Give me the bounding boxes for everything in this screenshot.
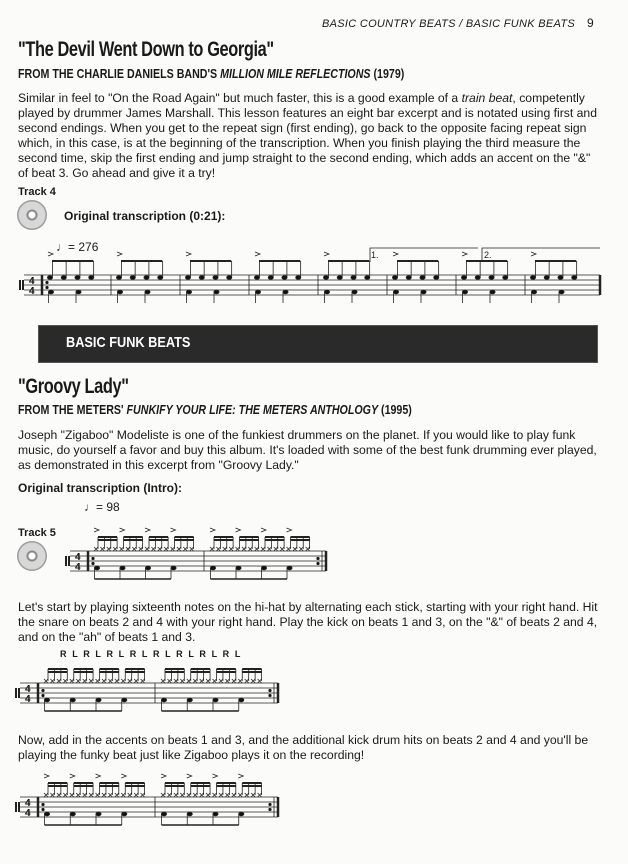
kick-note <box>186 290 191 294</box>
hihat-note <box>293 547 297 551</box>
transcription-label-groovy: Original transcription (Intro): <box>18 481 182 495</box>
note-head <box>530 276 535 280</box>
kick-note <box>161 698 166 702</box>
kick-note <box>239 698 244 702</box>
note-head <box>47 276 52 280</box>
hihat-note <box>200 793 204 797</box>
hihat-note <box>174 679 178 683</box>
time-signature-top: 4 <box>75 552 81 563</box>
kick-note <box>213 698 218 702</box>
hihat-note <box>141 793 145 797</box>
staff-groovy-step2 <box>16 774 278 825</box>
hihat-note <box>229 547 233 551</box>
repeat-dot <box>42 694 44 696</box>
note-head <box>89 276 94 280</box>
kick-note <box>352 290 357 294</box>
song-description-groovy: Joseph "Zigaboo" Modeliste is one of the funkiest drummers on the planet. If you would like to play funk music, do yourself a favor and buy this album. It's loaded with some of the best funk drumming ever played, as demonstrated in this excerpt from "Groovy Lady." <box>18 428 597 472</box>
hihat-note <box>121 679 125 683</box>
tempo-value-groovy: = 98 <box>96 500 120 514</box>
desc-emphasis: train beat <box>461 91 513 105</box>
note-head <box>268 276 273 280</box>
hihat-note <box>134 679 138 683</box>
note-head <box>282 276 287 280</box>
note-head <box>185 276 190 280</box>
kick-note <box>490 290 495 294</box>
repeat-dot <box>42 803 44 805</box>
note-head <box>392 276 397 280</box>
second-ending-bracket <box>482 248 600 262</box>
hihat-note <box>236 547 240 551</box>
section-banner-text: BASIC FUNK BEATS <box>66 334 191 351</box>
note-head <box>434 276 439 280</box>
kick-note <box>462 290 467 294</box>
hihat-note <box>76 679 80 683</box>
hihat-note <box>255 547 259 551</box>
hihat-note <box>132 547 136 551</box>
hihat-note <box>180 793 184 797</box>
kick-note <box>117 290 122 294</box>
kick-note <box>187 812 192 816</box>
hihat-note <box>108 793 112 797</box>
ending-1-label: 1. <box>371 250 379 260</box>
kick-note <box>122 698 127 702</box>
hihat-note <box>102 793 106 797</box>
hihat-note <box>161 793 165 797</box>
album-title-groovy: FUNKIFY YOUR LIFE: THE METERS ANTHOLOGY <box>126 402 379 417</box>
accent-mark <box>117 252 122 256</box>
hihat-note <box>113 547 117 551</box>
note-head <box>199 276 204 280</box>
hihat-note <box>89 793 93 797</box>
hihat-note <box>232 679 236 683</box>
quarter-note-icon: ♩ <box>56 240 68 254</box>
note-head <box>254 276 259 280</box>
accent-mark <box>236 528 241 532</box>
note-head <box>75 276 80 280</box>
hihat-note <box>70 793 74 797</box>
note-head <box>365 276 370 280</box>
hihat-note <box>280 547 284 551</box>
kick-note <box>76 290 81 294</box>
hihat-note <box>245 679 249 683</box>
accent-mark <box>70 774 75 778</box>
repeat-dot <box>92 557 94 559</box>
time-signature-top: 4 <box>25 684 31 695</box>
hihat-note <box>164 547 168 551</box>
source-prefix: FROM THE CHARLIE DANIELS BAND'S <box>18 66 221 81</box>
hihat-note <box>206 793 210 797</box>
hihat-note <box>83 793 87 797</box>
time-signature-bottom: 4 <box>75 562 81 573</box>
hihat-note <box>232 793 236 797</box>
song-source-groovy <box>18 402 412 417</box>
hihat-note <box>299 547 303 551</box>
kick-note <box>96 698 101 702</box>
note-head <box>337 276 342 280</box>
kick-note <box>531 290 536 294</box>
accent-mark <box>120 528 125 532</box>
kick-note <box>44 812 49 816</box>
kick-note <box>214 290 219 294</box>
hihat-note <box>261 547 265 551</box>
note-head <box>213 276 218 280</box>
first-ending-bracket <box>370 248 478 262</box>
repeat-dot <box>92 562 94 564</box>
time-signature-bottom: 4 <box>25 694 31 705</box>
hihat-note <box>193 679 197 683</box>
note-head <box>489 276 494 280</box>
accent-mark <box>255 252 260 256</box>
hihat-note <box>223 547 227 551</box>
track-label-5: Track 5 <box>18 527 56 539</box>
hihat-note <box>274 547 278 551</box>
hihat-note <box>63 679 67 683</box>
note-head <box>116 276 121 280</box>
hihat-note <box>100 547 104 551</box>
song-title-groovy: "Groovy Lady" <box>18 375 129 398</box>
accent-mark <box>44 774 49 778</box>
ending-2-label: 2. <box>484 250 492 260</box>
hihat-note <box>120 547 124 551</box>
accent-mark <box>238 774 243 778</box>
accent-mark <box>121 774 126 778</box>
kick-note <box>283 290 288 294</box>
note-head <box>406 276 411 280</box>
hihat-note <box>115 679 119 683</box>
note-head <box>572 276 577 280</box>
source-prefix-groovy: FROM THE METERS' <box>18 402 127 417</box>
hihat-note <box>96 793 100 797</box>
note-head <box>144 276 149 280</box>
kick-note <box>48 290 53 294</box>
accent-mark <box>462 252 467 256</box>
accent-mark <box>187 774 192 778</box>
kick-note <box>393 290 398 294</box>
hihat-note <box>167 793 171 797</box>
hihat-note <box>248 547 252 551</box>
accent-mark <box>210 528 215 532</box>
hihat-note <box>151 547 155 551</box>
album-title: MILLION MILE REFLECTIONS <box>220 66 371 81</box>
accent-mark <box>171 528 176 532</box>
kick-note <box>287 566 292 570</box>
accent-mark <box>393 252 398 256</box>
hihat-note <box>206 679 210 683</box>
repeat-dot <box>269 808 271 810</box>
kick-note <box>236 566 241 570</box>
accent-mark <box>287 528 292 532</box>
hihat-note <box>76 793 80 797</box>
accent-mark <box>186 252 191 256</box>
note-head <box>61 276 66 280</box>
hihat-note <box>213 793 217 797</box>
hihat-note <box>219 679 223 683</box>
note-head <box>351 276 356 280</box>
kick-note <box>255 290 260 294</box>
hihat-note <box>180 679 184 683</box>
repeat-dot <box>269 689 271 691</box>
accent-mark <box>324 252 329 256</box>
time-signature-top: 4 <box>29 276 35 287</box>
time-signature-top: 4 <box>25 798 31 809</box>
desc-part-a: Similar in feel to "On the Road Again" but much faster, this is a good example of a <box>18 91 462 105</box>
desc-part-b: , competently played by drummer James Marshall. This lesson features an eight bar excerpt and is notated using first and second endings. When you get to the repeat sign (first ending), go back to the opposite facing repeat sign which, in this case, is at the beginning of the transcription. When you finish playing the third measure the second time, skip the first ending and jump straight to the second ending, which adds an accent on the "&" of beat 3. Go ahead and give it a try! <box>18 91 597 180</box>
note-head <box>475 276 480 280</box>
staff-groovy-step1 <box>16 669 278 711</box>
repeat-dot <box>42 689 44 691</box>
hihat-note <box>251 679 255 683</box>
note-head <box>227 276 232 280</box>
accent-mark <box>213 774 218 778</box>
hihat-note <box>190 547 194 551</box>
hihat-note <box>287 547 291 551</box>
hihat-note <box>200 679 204 683</box>
kick-note <box>421 290 426 294</box>
accent-mark <box>96 774 101 778</box>
kick-note <box>210 566 215 570</box>
hihat-note <box>258 679 262 683</box>
hihat-note <box>115 793 119 797</box>
album-year-groovy: (1995) <box>378 402 412 417</box>
hihat-note <box>216 547 220 551</box>
repeat-dot <box>42 808 44 810</box>
section-banner <box>38 325 598 363</box>
hihat-note <box>225 679 229 683</box>
note-head <box>130 276 135 280</box>
quarter-note-icon-2: ♩ <box>84 500 96 514</box>
instruction-paragraph-1: Let's start by playing sixteenth notes on the hi-hat by alternating each stick, starting with your right hand. Hit the snare on beats 2 and 4 with your right hand. Play the kick on beats 1 and 3, on the "&" of beats 2 and 4, and on the "ah" of beats 1 and 3. <box>18 600 598 644</box>
hihat-note <box>258 793 262 797</box>
hihat-note <box>238 793 242 797</box>
kick-note <box>145 566 150 570</box>
accent-mark <box>161 774 166 778</box>
accent-mark <box>261 528 266 532</box>
repeat-dot <box>46 281 48 283</box>
hihat-note <box>94 547 98 551</box>
hihat-note <box>121 793 125 797</box>
kick-note <box>324 290 329 294</box>
note-head <box>323 276 328 280</box>
hihat-note <box>245 793 249 797</box>
kick-note <box>213 812 218 816</box>
staff-devil <box>20 248 600 303</box>
hihat-note <box>177 547 181 551</box>
note-head <box>503 276 508 280</box>
kick-note <box>44 698 49 702</box>
note-head <box>158 276 163 280</box>
running-title: BASIC COUNTRY BEATS / BASIC FUNK BEATS <box>321 18 576 30</box>
note-head <box>461 276 466 280</box>
hihat-note <box>70 679 74 683</box>
hihat-note <box>225 793 229 797</box>
hihat-note <box>139 547 143 551</box>
hihat-note <box>50 793 54 797</box>
kick-note <box>120 566 125 570</box>
instruction-paragraph-2: Now, add in the accents on beats 1 and 3, and the additional kick drum hits on beats 2 and 4 and you'll be playing the funky beat just like Zigaboo plays it on the recording! <box>18 733 589 762</box>
hihat-note <box>183 547 187 551</box>
hihat-note <box>242 547 246 551</box>
hihat-note <box>134 793 138 797</box>
hihat-note <box>89 679 93 683</box>
kick-note <box>70 698 75 702</box>
kick-note <box>187 698 192 702</box>
repeat-dot <box>46 286 48 288</box>
hihat-note <box>141 679 145 683</box>
hihat-note <box>161 679 165 683</box>
hihat-note <box>167 679 171 683</box>
note-head <box>544 276 549 280</box>
hihat-note <box>238 679 242 683</box>
hihat-note <box>44 793 48 797</box>
album-year: (1979) <box>370 66 405 81</box>
kick-note <box>122 812 127 816</box>
hihat-note <box>57 793 61 797</box>
kick-note <box>161 812 166 816</box>
tempo-value: = 276 <box>68 240 99 254</box>
hihat-note <box>267 547 271 551</box>
repeat-dot <box>317 557 319 559</box>
hihat-note <box>57 679 61 683</box>
hihat-note <box>251 793 255 797</box>
hihat-note <box>193 793 197 797</box>
hihat-note <box>96 679 100 683</box>
song-title-devil: "The Devil Went Down to Georgia" <box>18 38 274 61</box>
hihat-note <box>174 793 178 797</box>
hihat-note <box>108 679 112 683</box>
hihat-note <box>126 547 130 551</box>
kick-note <box>145 290 150 294</box>
hihat-note <box>128 679 132 683</box>
note-head <box>558 276 563 280</box>
time-signature-bottom: 4 <box>29 286 35 297</box>
kick-note <box>96 812 101 816</box>
hihat-note <box>145 547 149 551</box>
hihat-note <box>187 793 191 797</box>
hihat-note <box>44 679 48 683</box>
repeat-dot <box>317 562 319 564</box>
hihat-note <box>171 547 175 551</box>
hihat-note <box>63 793 67 797</box>
accent-mark <box>48 252 53 256</box>
sticking-pattern: R L R L R L R L R L R L R L R L <box>60 649 241 659</box>
repeat-dot <box>269 803 271 805</box>
repeat-dot <box>269 694 271 696</box>
kick-note <box>239 812 244 816</box>
hihat-note <box>187 679 191 683</box>
hihat-note <box>158 547 162 551</box>
hihat-note <box>219 793 223 797</box>
page-number: 9 <box>587 16 594 30</box>
kick-note <box>171 566 176 570</box>
hihat-note <box>128 793 132 797</box>
hihat-note <box>102 679 106 683</box>
accent-mark <box>531 252 536 256</box>
cd-icon-2 <box>17 541 47 571</box>
hihat-note <box>210 547 214 551</box>
kick-note <box>94 566 99 570</box>
hihat-note <box>50 679 54 683</box>
hihat-note <box>306 547 310 551</box>
kick-note <box>559 290 564 294</box>
hihat-note <box>107 547 111 551</box>
accent-mark <box>145 528 150 532</box>
transcription-label-devil: Original transcription (0:21): <box>64 209 226 223</box>
note-head <box>420 276 425 280</box>
track-label-4: Track 4 <box>18 186 56 198</box>
time-signature-bottom: 4 <box>25 808 31 819</box>
staff-groovy-original <box>66 528 326 579</box>
hihat-note <box>83 679 87 683</box>
accent-mark <box>94 528 99 532</box>
kick-note <box>70 812 75 816</box>
tempo-marking-groovy <box>84 500 120 514</box>
kick-note <box>261 566 266 570</box>
hihat-note <box>213 679 217 683</box>
note-head <box>296 276 301 280</box>
